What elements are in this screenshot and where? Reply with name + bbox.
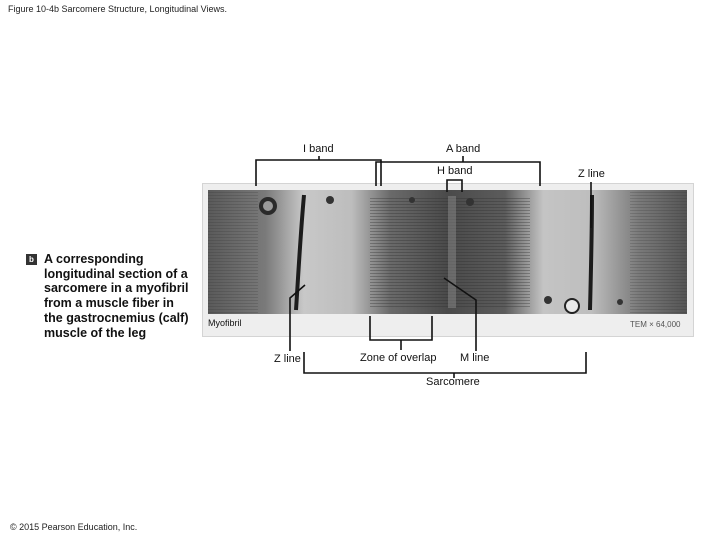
z-line-bottom-label: Z line [274,353,301,365]
sarcomere-bracket [304,352,586,373]
m-line-label: M line [460,352,490,364]
overlap-bracket [370,316,432,340]
caption-badge: b [26,254,37,265]
figure-title: Figure 10-4b Sarcomere Structure, Longitudinal Views. [8,4,227,14]
h-band-label: H band [437,165,473,177]
m-line-mark [448,196,456,308]
copyright-notice: © 2015 Pearson Education, Inc. [10,522,138,532]
z-line-top-label: Z line [578,168,605,180]
micrograph [208,190,687,314]
a-band-label: A band [446,143,481,155]
caption-text: A corresponding longitudinal section of a sarcomere in a myofibril from a muscle fiber in the gastrocnemius (calf) muscle of the leg [44,252,189,340]
sarcomere-label: Sarcomere [426,376,480,388]
magnification-label: TEM × 64,000 [630,320,681,329]
myofibril-label: Myofibril [208,318,242,328]
i-band-bracket [256,160,381,186]
i-band-label: I band [303,143,334,155]
zone-of-overlap-label: Zone of overlap [360,352,437,364]
